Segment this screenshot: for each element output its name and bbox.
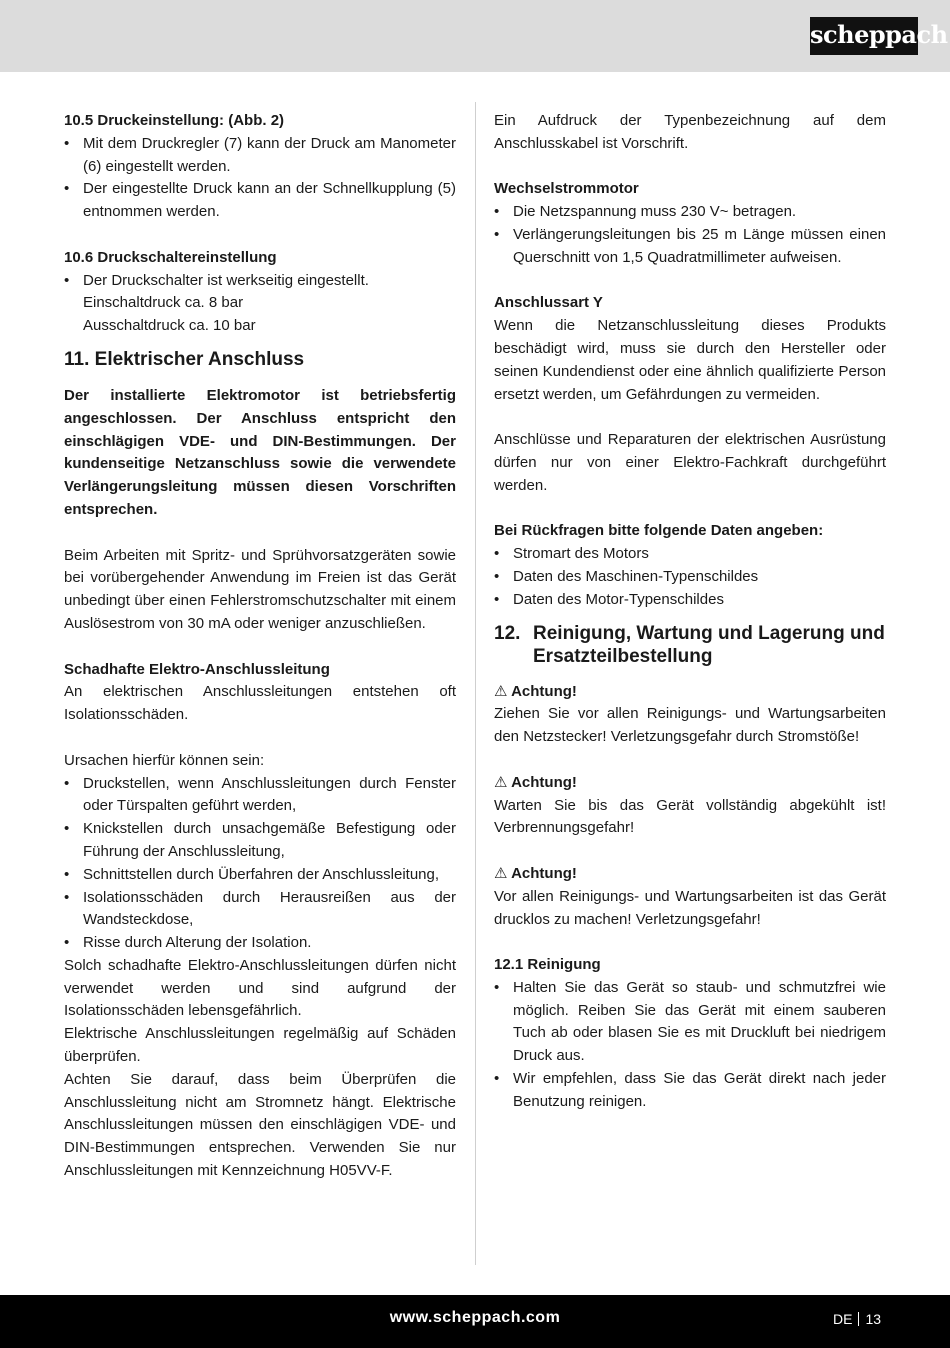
queries-heading: Bei Rückfragen bitte folgende Daten angeben: [494,522,824,540]
switch-off-pressure: Ausschaltdruck ca. 10 bar [83,317,256,335]
list-item: • Wir empfehlen, dass Sie das Gerät direkt nach jeder Benutzung reinigen. [494,1068,886,1114]
danger-paragraph: Solch schadhafte Elektro-Anschlussleitungen dürfen nicht verwendet werden und sind aufgrund der Isolationsschäden lebensgefährlich. [64,956,456,1020]
list-item: • Daten des Maschinen-Typenschildes [494,566,886,589]
section-10-5-heading: 10.5 Druckeinstellung: (Abb. 2) [64,112,285,129]
list-item: • Schnittstellen durch Überfahren der Anschlussleitung, [64,864,456,887]
section-12-number: 12. [494,622,521,644]
list-item: • Isolationsschäden durch Herausreißen aus der Wandsteckdose, [64,887,456,933]
warning-icon: ⚠ [494,864,508,882]
ac-motor-heading: Wechselstrommotor [494,180,639,198]
list-item: • Mit dem Druckregler (7) kann der Druck am Manometer (6) eingestellt werden. [64,133,456,179]
right-column [494,110,886,1114]
scheppach-logo: scheppach [810,17,918,55]
warning-label: ⚠ Achtung! [494,682,577,700]
list-item: • Verlängerungsleitungen bis 25 m Länge müssen einen Querschnitt von 1,5 Quadratmillimeter aufweisen. [494,224,886,270]
list-item: • Der eingestellte Druck kann an der Schnellkupplung (5) entnommen werden. [64,178,456,224]
website-url: www.scheppach.com [389,1309,561,1326]
warning-icon: ⚠ [494,773,508,791]
check-paragraph: Elektrische Anschlussleitungen regelmäßig auf Schäden überprüfen. [64,1025,456,1066]
list-item: • Stromart des Motors [494,543,886,566]
warning-icon: ⚠ [494,682,508,700]
warning-label: ⚠ Achtung! [494,864,577,882]
warning-text: Warten Sie bis das Gerät vollständig abgekühlt ist! Verbrennungsgefahr! [494,796,886,837]
page-indicator [833,1311,881,1327]
switch-on-pressure: Einschaltdruck ca. 8 bar [83,294,244,312]
page-footer [0,1295,950,1348]
connection-y-text: Wenn die Netzanschlussleitung dieses Produkts beschädigt wird, muss sie durch den Hersteller oder seinen Kundendienst oder eine ähnlich qualifizierte Person ersetzt werden, um Gefährdungen zu vermeiden. [494,317,886,403]
defect-cable-text: An elektrischen Anschlussleitungen entstehen oft Isolationsschäden. [64,683,456,724]
list-item: • Die Netzspannung muss 230 V~ betragen. [494,201,886,224]
section-12-title: Reinigung, Wartung und Lagerung und Ersatzteilbestellung [533,622,885,668]
repairs-paragraph: Anschlüsse und Reparaturen der elektrischen Ausrüstung dürfen nur von einer Elektro-Fachkraft durchgeführt werden. [494,431,886,494]
section-12-heading [494,622,886,669]
section-10-6-list [64,270,456,293]
list-item: • Druckstellen, wenn Anschlussleitungen durch Fenster oder Türspalten geführt werden, [64,773,456,819]
column-divider [475,102,476,1265]
queries-list [494,543,886,611]
cleaning-list [494,977,886,1114]
section-10-6-heading: 10.6 Druckschaltereinstellung [64,248,277,266]
section-11-heading: 11. Elektrischer Anschluss [64,348,305,370]
page-header [0,0,950,72]
list-item: • Risse durch Alterung der Isolation. [64,932,456,955]
ac-motor-list [494,201,886,269]
language-code: DE [833,1311,853,1327]
left-column [64,110,456,1183]
warning-text: Ziehen Sie vor allen Reinigungs- und Wartungsarbeiten den Netzstecker! Verletzungsgefahr durch Stromstöße! [494,705,886,746]
list-item: • Der Druckschalter ist werkseitig eingestellt. [64,270,456,293]
list-item: • Daten des Motor-Typenschildes [494,589,886,612]
list-item: • Knickstellen durch unsachgemäße Befestigung oder Führung der Anschlussleitung, [64,818,456,864]
section-10-5-list [64,133,456,224]
spray-paragraph: Beim Arbeiten mit Spritz- und Sprühvorsatzgeräten sowie bei vorübergehender Anwendung im Freien ist das Gerät unbedingt über einen Fehlerstromschutzschalter mit einem Auslösestrom von 30 mA oder weniger anzuschließen. [64,546,456,632]
causes-list [64,773,456,955]
warning-text: Vor allen Reinigungs- und Wartungsarbeiten ist das Gerät drucklos zu machen! Verletzungsgefahr! [494,887,886,928]
section-12-1-heading: 12.1 Reinigung [494,956,601,974]
causes-intro: Ursachen hierfür können sein: [64,751,265,769]
section-11-intro: Der installierte Elektromotor ist betriebsfertig angeschlossen. Der Anschluss entspricht den einschlägigen VDE- und DIN-Bestimmungen. Der kundenseitige Netzanschluss sowie die verwendete Verlängerungsleitung müssen diesen Vorschriften entsprechen. [64,386,456,518]
defect-cable-heading: Schadhafte Elektro-Anschlussleitung [64,660,330,678]
list-item: • Halten Sie das Gerät so staub- und schmutzfrei wie möglich. Reiben Sie das Gerät mit einem sauberen Tuch ab oder blasen Sie es mit Druckluft bei niedrigem Druck aus. [494,977,886,1068]
page-separator [858,1312,859,1326]
attention-paragraph: Achten Sie darauf, dass beim Überprüfen die Anschlussleitung nicht am Stromnetz hängt. Elektrische Anschlussleitungen müssen den einschlägigen VDE- und DIN-Bestimmungen entsprechen. Verwenden Sie nur Anschlussleitungen mit Kennzeichnung H05VV-F. [64,1070,456,1180]
connection-y-heading: Anschlussart Y [494,294,603,312]
page-number: 13 [865,1311,882,1327]
imprint-paragraph: Ein Aufdruck der Typenbezeichnung auf dem Anschlusskabel ist Vorschrift. [494,112,886,152]
warning-label: ⚠ Achtung! [494,773,577,791]
